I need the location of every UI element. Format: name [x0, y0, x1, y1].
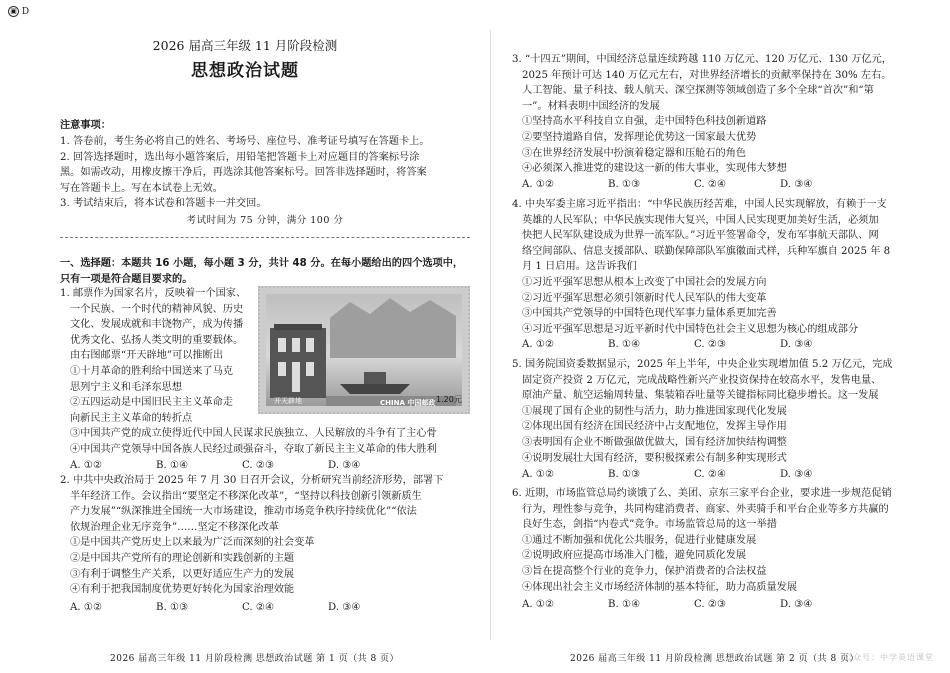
q5-options — [522, 467, 813, 483]
option[interactable]: D. ③④ — [328, 460, 361, 471]
subject-title: 思想政治试题 — [191, 61, 299, 81]
q1-options — [70, 458, 361, 474]
circle-icon: ▣ — [8, 6, 19, 17]
option[interactable]: B. ①④ — [608, 339, 641, 350]
notice-item: 2. 回答选择题时，选出每小题答案后，用铅笔把答题卡上对应题目的答案标号涂 — [60, 151, 420, 163]
option[interactable]: B. ①③ — [608, 469, 641, 480]
option[interactable]: B. ①③ — [156, 602, 189, 613]
option[interactable]: D. ③④ — [780, 469, 813, 480]
question-2: 2. 中共中央政治局于 2025 年 7 月 30 日召开会议，分析研究当前经济形势，部署下 半年经济工作。会议指出“要坚定不移深化改革”，“坚持以科技创新引领新质生 产力发展”“纵深推进全国统一大市场建设，推动市场竞争秩序持续优化”“依法 依规治理企业无序竞争”……坚定不移深化改革 ①是中国共产党历史上以来最为广泛而深刻的社会变革 ②是中国共产党所有的理论创新和实践创新的主题 ③有利于调整生产关系，以更好适应生产力的发展 ④有利于把我国制度优势更好转化为国家治理效能 — [60, 475, 444, 596]
stamp-image — [258, 286, 470, 414]
watermark: 公众号：中学英语课堂 — [844, 653, 934, 662]
option[interactable]: C. ②③ — [694, 339, 727, 350]
question-4: 4. 中央军委主席习近平指出：“中华民族历经苦难，中国人民实现解放，有赖于一支 英雄的人民军队；中华民族实现伟大复兴，中国人民实现更加美好生活，必须加 快把人民军队建设成为世界一流军队。”习近平签署命令，发布军事航天部队、网 络空间部队、信息支援部队、联勤保障部队军旗徽面式样，兵种军旗自 2025 年 8 月 1 日启用。这告诉我们 ①习近平强军思想从根本上改变了中国社会的发展方向 ②习近平强军思想必须引领新时代人民军队的伟大变革 ③中国共产党领导的中国特色现代军事力量体系更加完善 ④习近平强军思想是习近平新时代中国特色社会主义思想为核心的组成部分 — [512, 199, 891, 335]
option[interactable]: D. ③④ — [780, 599, 813, 610]
exam-time: 考试时间为 75 分钟，满分 100 分 — [186, 215, 344, 226]
option[interactable]: C. ②④ — [694, 469, 727, 480]
question-1: 1. 邮票作为国家名片，反映着一个国家、 一个民族、一个时代的精神风貌、历史 文化、发展成就和丰饶物产，成为传播 优秀文化、弘扬人类文明的重要载体。 由右图邮票“开天辟地”可以推断出 ①十月革命的胜利给中国送来了马克 思列宁主义和毛泽东思想 ②五四运动是中国旧民主主义革命走 向新民主主义革命的转折点 ③中国共产党的成立使得近代中国人民谋求民族独立、人民解放的斗争有了主心骨 ④中国共产党领导中国各族人民经过顽强奋斗，夺取了新民主主义革命的伟大胜利 — [60, 288, 437, 455]
option[interactable]: B. ①④ — [156, 460, 189, 471]
option[interactable]: A. ①② — [522, 339, 555, 350]
option[interactable]: C. ②③ — [694, 599, 727, 610]
stamp-caption: 开天辟地 — [274, 397, 302, 405]
question-5: 5. 国务院国资委数据显示，2025 年上半年，中央企业实现增加值 5.2 万亿元，完成 固定资产投资 2 万亿元，完成战略性新兴产业投资保持在较高水平，发售电量、 原油产量、航空运输周转量、集装箱吞吐量等关键指标同比稳步增长。这一发展 ①展现了国有企业的韧性与活力，助力推进国家现代化发展 ②体现出国有经济在国民经济中占支配地位，发挥主导作用 ③表明国有企业不断做强做优做大，国有经济加快结构调整 ④说明发展壮大国有经济，要积极探索公有制多种实现形式 — [512, 359, 893, 464]
option[interactable]: D. ③④ — [780, 179, 813, 190]
notice-item: 3. 考试结束后，将本试卷和答题卡一并交回。 — [60, 198, 267, 210]
option[interactable]: B. ①④ — [608, 599, 641, 610]
notice-item: 写在答题卡上。写在本试卷上无效。 — [60, 182, 223, 194]
notice-list — [60, 134, 470, 212]
option[interactable]: A. ①② — [522, 469, 555, 480]
q4-options — [522, 337, 813, 353]
stamp-country: CHINA 中国邮政 — [380, 399, 436, 407]
option[interactable]: D. ③④ — [328, 602, 361, 613]
page-footer: 2026 届高三年级 11 月阶段检测 思想政治试题 第 2 页（共 8 页） — [570, 654, 860, 664]
option[interactable]: C. ②④ — [242, 602, 275, 613]
corner-mark: ▣ D — [8, 6, 29, 17]
q6-options — [522, 597, 813, 613]
stamp-value: 1.20元 — [436, 395, 462, 404]
page-right — [490, 0, 950, 673]
q2-options — [70, 600, 361, 616]
notice-item: 黑。如需改动，用橡皮擦干净后，再选涂其他答案标号。回答非选择题时，将答案 — [60, 167, 427, 179]
q3-options — [522, 177, 813, 193]
page-footer: 2026 届高三年级 11 月阶段检测 思想政治试题 第 1 页（共 8 页） — [110, 654, 400, 664]
question-3: 3. “十四五”期间，中国经济总量连续跨越 110 万亿元、120 万亿元、130 万亿元， 2025 年预计可达 140 万亿元左右，对世界经济增长的贡献率保持在 30% 左右。 人工智能、量子科技、载人航天、深空探测等领域创造了多个全球“首次”和“第 一”。材料表明中国经济的发展 ①坚持高水平科技自立自强，走中国特色科技创新道路 ②要坚持道路自信，发挥理论优势这一国家最大优势 ③在世界经济发展中扮演着稳定器和压舱石的角色 ④必须深入推进党的建设这一新的伟大事业，实现伟大梦想 — [512, 54, 892, 175]
option[interactable]: A. ①② — [522, 179, 555, 190]
option[interactable]: B. ①③ — [608, 179, 641, 190]
option[interactable]: C. ②④ — [694, 179, 727, 190]
option[interactable]: A. ①② — [70, 460, 103, 471]
notice-item: 1. 答卷前，考生务必将自己的姓名、考场号、座位号、准考证号填写在答题卡上。 — [60, 136, 430, 147]
section-heading: 一、选择题：本题共 16 小题，每小题 3 分，共计 48 分。在每小题给出的四个选项中，只有一项是符合题目要求的。 — [60, 258, 464, 285]
dashed-divider — [60, 237, 470, 238]
exam-title: 2026 届高三年级 11 月阶段检测 — [152, 38, 338, 53]
notice-heading: 注意事项： — [60, 120, 111, 131]
option[interactable]: A. ①② — [70, 602, 103, 613]
option[interactable]: A. ①② — [522, 599, 555, 610]
option[interactable]: C. ②③ — [242, 460, 275, 471]
option[interactable]: D. ③④ — [780, 339, 813, 350]
question-6: 6. 近期，市场监管总局约谈饿了么、美团、京东三家平台企业，要求进一步规范促销 行为，理性参与竞争，共同构建消费者、商家、外卖骑手和平台企业等多方共赢的 良好生态，剑指“内卷式”竞争。市场监管总局的这一举措 ①通过不断加强和优化公共服务，促进行业健康发展 ②说明政府应提高市场准入门槛，避免同质化发展 ③旨在提高整个行业的竞争力，保护消费者的合法权益 ④体现出社会主义市场经济体制的基本特征，助力高质量发展 — [512, 488, 892, 593]
